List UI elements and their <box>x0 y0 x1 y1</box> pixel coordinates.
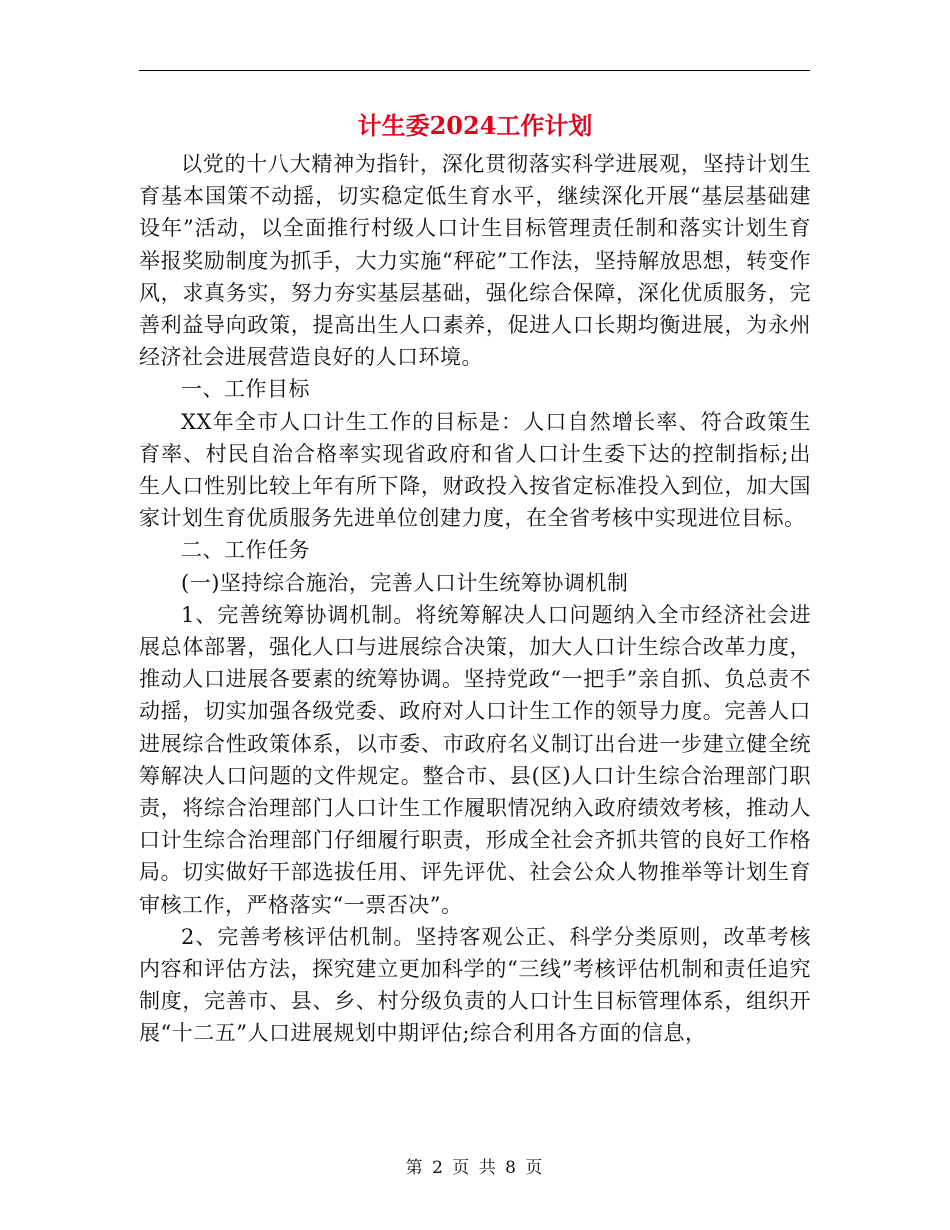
heading-work-goals: 一、工作目标 <box>181 377 310 402</box>
paragraph-coordination: 1、完善统筹协调机制。将统筹解决人口问题纳入全市经济社会进展总体部署，强化人口与进展综合决策，加大人口计生综合改革力度，推动人口进展各要素的统筹协调。坚持党政“一把手”亲自抓、负总责不动摇，切实加强各级党委、政府对人口计生工作的领导力度。完善人口进展综合性政策体系，以市委、市政府名义制订出台进一步建立健全统筹解决人口问题的文件规定。整合市、县(区)人口计生综合治理部门职责，将综合治理部门人口计生工作履职情况纳入政府绩效考核，推动人口计生综合治理部门仔细履行职责，形成全社会齐抓共管的良好工作格局。切实做好干部选拔任用、评先评优、社会公众人物推举等计划生育审核工作，严格落实“一票否决”。 <box>139 602 811 917</box>
document-title: 计生委2024工作计划 <box>357 111 593 140</box>
subheading-task-1: (一)坚持综合施治，完善人口计生统筹协调机制 <box>181 570 629 595</box>
header-rule <box>139 70 810 71</box>
document-body <box>139 148 811 1050</box>
page-number-footer: 第 2 页 共 8 页 <box>405 1158 545 1178</box>
paragraph-assessment: 2、完善考核评估机制。坚持客观公正、科学分类原则，改革考核内容和评估方法，探究建立更加科学的“三线”考核评估机制和责任追究制度，完善市、县、乡、村分级负责的人口计生目标管理体系，组织开展“十二五”人口进展规划中期评估;综合利用各方面的信息， <box>139 924 811 1046</box>
paragraph-goals: XX年全市人口计生工作的目标是：人口自然增长率、符合政策生育率、村民自治合格率实现省政府和省人口计生委下达的控制指标;出生人口性别比较上年有所下降，财政投入按省定标准投入到位，加大国家计划生育优质服务先进单位创建力度，在全省考核中实现进位目标。 <box>139 409 811 531</box>
paragraph-intro: 以党的十八大精神为指针，深化贯彻落实科学进展观，坚持计划生育基本国策不动摇，切实稳定低生育水平，继续深化开展“基层基础建设年”活动，以全面推行村级人口计生目标管理责任制和落实计划生育举报奖励制度为抓手，大力实施“秤砣”工作法，坚持解放思想，转变作风，求真务实，努力夯实基层基础，强化综合保障，深化优质服务，完善利益导向政策，提高出生人口素养，促进人口长期均衡进展，为永州经济社会进展营造良好的人口环境。 <box>139 152 811 370</box>
heading-work-tasks: 二、工作任务 <box>181 538 310 563</box>
